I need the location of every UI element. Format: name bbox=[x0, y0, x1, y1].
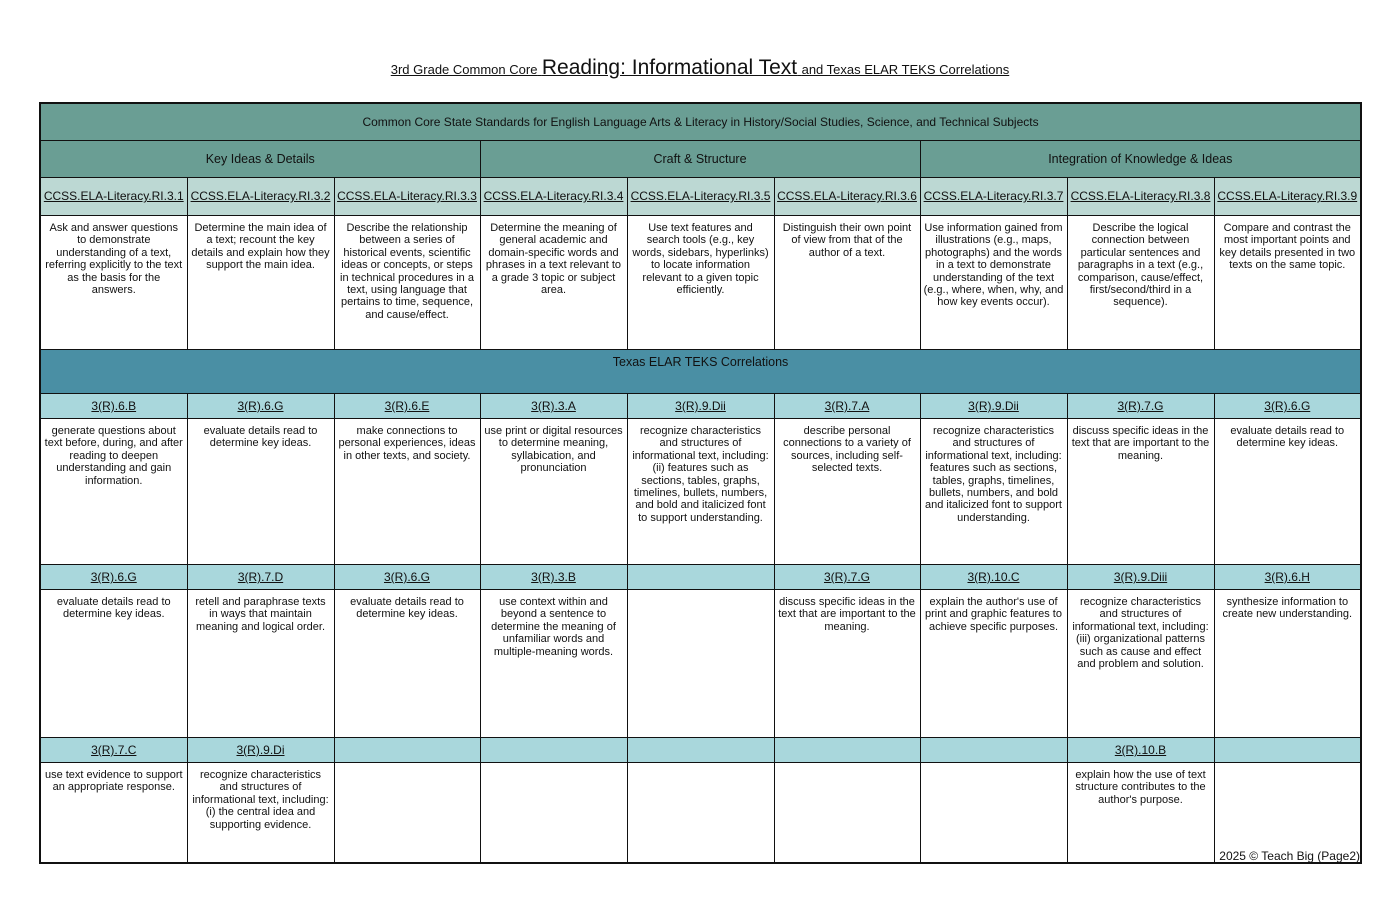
teks-code[interactable]: 3(R).6.H bbox=[1214, 565, 1361, 590]
teks-code[interactable]: 3(R).9.Dii bbox=[627, 394, 774, 419]
standard-link[interactable]: CCSS.ELA-Literacy.RI.3.3 bbox=[334, 178, 480, 216]
standard-description: Use text features and search tools (e.g., key words, sidebars, hyperlinks) to locate information relevant to a given topic efficiently. bbox=[627, 216, 774, 350]
teks-description: use print or digital resources to determine meaning, syllabication, and pronunciation bbox=[480, 419, 627, 565]
teks-code[interactable]: 3(R).6.G bbox=[334, 565, 480, 590]
teks-code[interactable]: 3(R).10.C bbox=[920, 565, 1067, 590]
teks-description: evaluate details read to determine key ideas. bbox=[1214, 419, 1361, 565]
teks-description: describe personal connections to a variety of sources, including self-selected texts. bbox=[774, 419, 920, 565]
teks-code bbox=[480, 738, 627, 763]
teks-code[interactable]: 3(R).9.Di bbox=[187, 738, 334, 763]
title-suffix: and Texas ELAR TEKS Correlations bbox=[801, 62, 1010, 77]
standard-link[interactable]: CCSS.ELA-Literacy.RI.3.5 bbox=[627, 178, 774, 216]
standard-description: Describe the relationship between a series of historical events, scientific ideas or concepts, or steps in technical procedures in a text, using language that pertains to time, sequence, and cause/effect. bbox=[334, 216, 480, 350]
teks-code bbox=[627, 738, 774, 763]
teks-code bbox=[334, 738, 480, 763]
standard-link[interactable]: CCSS.ELA-Literacy.RI.3.1 bbox=[40, 178, 187, 216]
teks-description bbox=[774, 763, 920, 863]
teks-code[interactable]: 3(R).6.G bbox=[187, 394, 334, 419]
teks-description: explain how the use of text structure contributes to the author's purpose. bbox=[1067, 763, 1214, 863]
teks-description: explain the author's use of print and graphic features to achieve specific purposes. bbox=[920, 590, 1067, 738]
standard-link[interactable]: CCSS.ELA-Literacy.RI.3.8 bbox=[1067, 178, 1214, 216]
teks-code[interactable]: 3(R).6.E bbox=[334, 394, 480, 419]
standard-description: Compare and contrast the most important points and key details presented in two texts on the same topic. bbox=[1214, 216, 1361, 350]
teks-code[interactable]: 3(R).7.C bbox=[40, 738, 187, 763]
teks-code bbox=[1214, 738, 1361, 763]
teks-code[interactable]: 3(R).6.G bbox=[40, 565, 187, 590]
title-main: Reading: Informational Text bbox=[541, 56, 798, 79]
teks-code[interactable]: 3(R).9.Diii bbox=[1067, 565, 1214, 590]
teks-code[interactable]: 3(R).9.Dii bbox=[920, 394, 1067, 419]
teks-description: use context within and beyond a sentence to determine the meaning of unfamiliar words and multiple-meaning words. bbox=[480, 590, 627, 738]
teks-code bbox=[627, 565, 774, 590]
title-prefix: 3rd Grade Common Core bbox=[390, 62, 538, 77]
standard-link[interactable]: CCSS.ELA-Literacy.RI.3.4 bbox=[480, 178, 627, 216]
teks-description: retell and paraphrase texts in ways that maintain meaning and logical order. bbox=[187, 590, 334, 738]
standard-description: Use information gained from illustrations (e.g., maps, photographs) and the words in a text to demonstrate understanding of the text (e.g., where, when, why, and how key events occur). bbox=[920, 216, 1067, 350]
correlation-table bbox=[39, 102, 1362, 864]
teks-description: discuss specific ideas in the text that are important to the meaning. bbox=[1067, 419, 1214, 565]
teks-code[interactable]: 3(R).3.A bbox=[480, 394, 627, 419]
teks-description: evaluate details read to determine key ideas. bbox=[187, 419, 334, 565]
domain-key-ideas: Key Ideas & Details bbox=[40, 141, 480, 178]
teks-description: recognize characteristics and structures of informational text, including: (iii) organizational patterns such as cause and effect and problem and solution. bbox=[1067, 590, 1214, 738]
standard-link[interactable]: CCSS.ELA-Literacy.RI.3.9 bbox=[1214, 178, 1361, 216]
ccss-banner: Common Core State Standards for English Language Arts & Literacy in History/Social Studies, Science, and Technical Subjects bbox=[40, 103, 1361, 141]
standard-link[interactable]: CCSS.ELA-Literacy.RI.3.2 bbox=[187, 178, 334, 216]
teks-code bbox=[774, 738, 920, 763]
teks-description: generate questions about text before, during, and after reading to deepen understanding and gain information. bbox=[40, 419, 187, 565]
teks-banner: Texas ELAR TEKS Correlations bbox=[40, 350, 1361, 394]
teks-description bbox=[627, 763, 774, 863]
teks-code[interactable]: 3(R).7.D bbox=[187, 565, 334, 590]
standard-link[interactable]: CCSS.ELA-Literacy.RI.3.7 bbox=[920, 178, 1067, 216]
teks-description: recognize characteristics and structures of informational text, including: (ii) features such as sections, tables, graphs, timelines, bullets, numbers, and bold and italicized font to support understanding. bbox=[627, 419, 774, 565]
teks-code[interactable]: 3(R).7.A bbox=[774, 394, 920, 419]
teks-code[interactable]: 3(R).7.G bbox=[774, 565, 920, 590]
teks-description: discuss specific ideas in the text that are important to the meaning. bbox=[774, 590, 920, 738]
teks-description: evaluate details read to determine key ideas. bbox=[40, 590, 187, 738]
teks-code[interactable]: 3(R).10.B bbox=[1067, 738, 1214, 763]
teks-description bbox=[627, 590, 774, 738]
standard-description: Distinguish their own point of view from that of the author of a text. bbox=[774, 216, 920, 350]
teks-description bbox=[334, 763, 480, 863]
standard-link[interactable]: CCSS.ELA-Literacy.RI.3.6 bbox=[774, 178, 920, 216]
teks-code[interactable]: 3(R).6.B bbox=[40, 394, 187, 419]
domain-craft-structure: Craft & Structure bbox=[480, 141, 920, 178]
teks-code[interactable]: 3(R).6.G bbox=[1214, 394, 1361, 419]
domain-integration: Integration of Knowledge & Ideas bbox=[920, 141, 1361, 178]
teks-description: synthesize information to create new understanding. bbox=[1214, 590, 1361, 738]
teks-description: evaluate details read to determine key ideas. bbox=[334, 590, 480, 738]
teks-description bbox=[1214, 763, 1361, 863]
teks-description bbox=[920, 763, 1067, 863]
teks-description: recognize characteristics and structures of informational text, including: (i) the central idea and supporting evidence. bbox=[187, 763, 334, 863]
teks-code[interactable]: 3(R).3.B bbox=[480, 565, 627, 590]
teks-description bbox=[480, 763, 627, 863]
page-title bbox=[0, 56, 1400, 80]
teks-description: use text evidence to support an appropriate response. bbox=[40, 763, 187, 863]
teks-description: make connections to personal experiences, ideas in other texts, and society. bbox=[334, 419, 480, 565]
standard-description: Determine the meaning of general academic and domain-specific words and phrases in a text relevant to a grade 3 topic or subject area. bbox=[480, 216, 627, 350]
footer-copyright: 2025 © Teach Big (Page2) bbox=[1219, 849, 1360, 863]
teks-description: recognize characteristics and structures of informational text, including: features such as sections, tables, graphs, timelines, bullets, numbers, and bold and italicized font to support understanding. bbox=[920, 419, 1067, 565]
teks-code[interactable]: 3(R).7.G bbox=[1067, 394, 1214, 419]
standard-description: Ask and answer questions to demonstrate understanding of a text, referring explicitly to the text as the basis for the answers. bbox=[40, 216, 187, 350]
standard-description: Determine the main idea of a text; recount the key details and explain how they support the main idea. bbox=[187, 216, 334, 350]
standard-description: Describe the logical connection between particular sentences and paragraphs in a text (e.g., comparison, cause/effect, first/second/third in a sequence). bbox=[1067, 216, 1214, 350]
teks-code bbox=[920, 738, 1067, 763]
